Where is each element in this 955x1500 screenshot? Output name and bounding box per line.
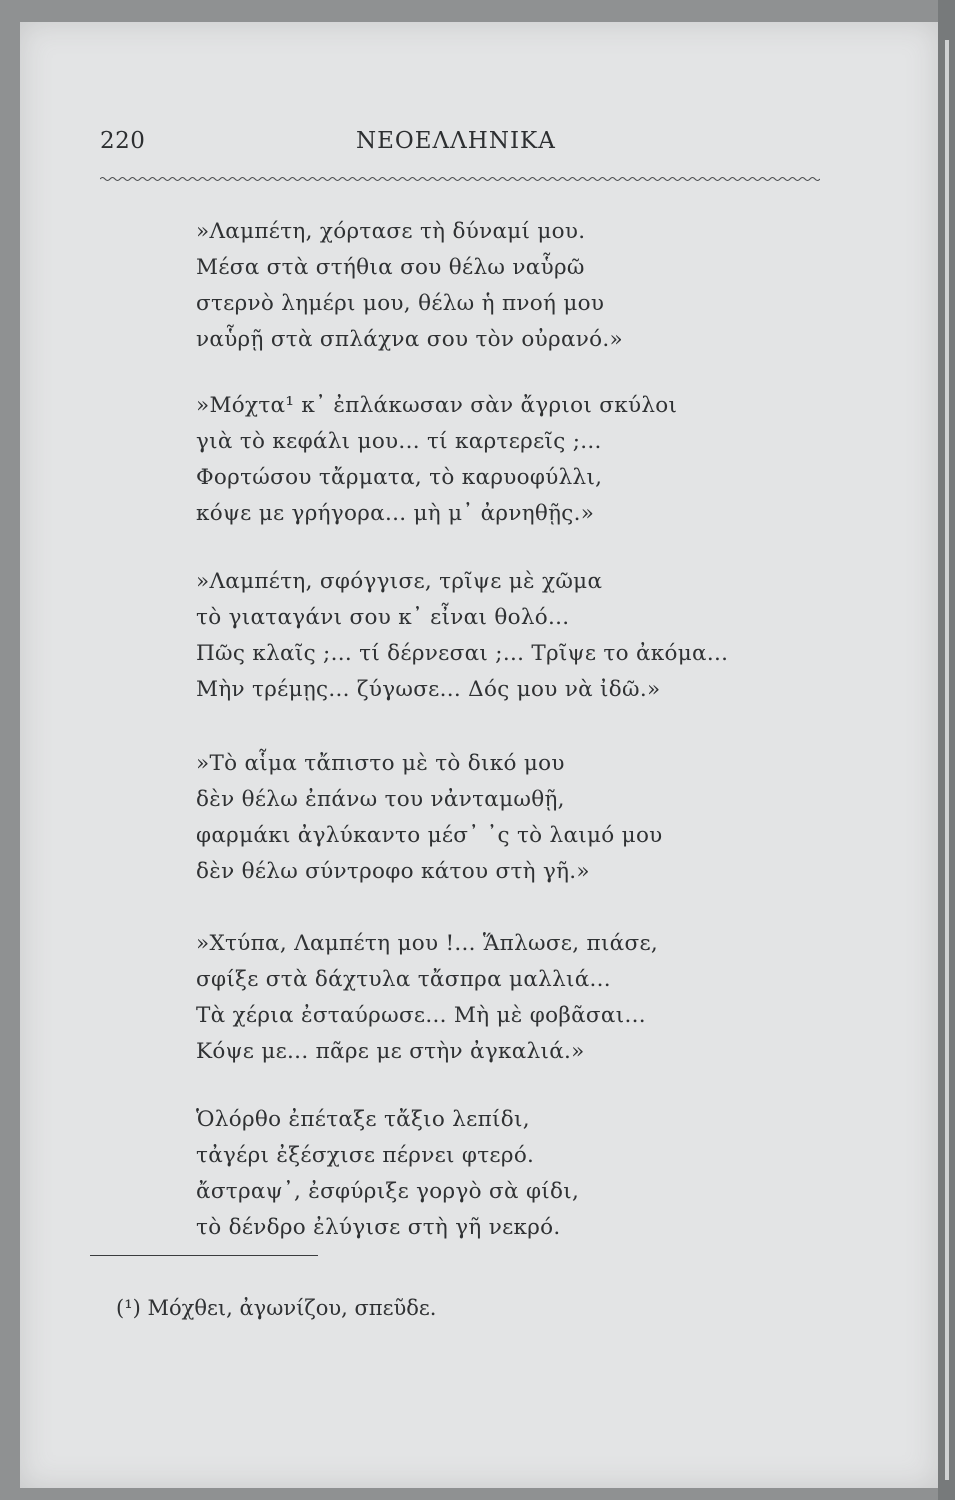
verse-line: »Λαμπέτη, σφόγγισε, τρῖψε μὲ χῶμα bbox=[196, 569, 603, 594]
verse-line: τὸ δένδρο ἐλύγισε στὴ γῆ νεκρό. bbox=[196, 1215, 561, 1240]
verse-line: Μέσα στὰ στήθια σου θέλω ναὗρῶ bbox=[196, 255, 585, 280]
verse-line: γιὰ τὸ κεφάλι μου... τί καρτερεῖς ;... bbox=[196, 429, 602, 454]
verse-line: φαρμάκι ἀγλύκαντο μέσ᾽ ᾽ς τὸ λαιμό μου bbox=[196, 823, 663, 848]
verse-line: Πῶς κλαῖς ;... τί δέρνεσαι ;... Τρῖψε το ἀκόμα... bbox=[196, 641, 729, 666]
verse-line: Τὰ χέρια ἐσταύρωσε... Μὴ μὲ φοβᾶσαι... bbox=[196, 1003, 646, 1028]
stanza-1 bbox=[196, 214, 836, 358]
stanza-3 bbox=[196, 564, 836, 708]
verse-line: Μὴν τρέμῃς... ζύγωσε... Δός μου νὰ ἰδῶ.» bbox=[196, 677, 661, 702]
page-header bbox=[100, 128, 820, 168]
verse-line: »Λαμπέτη, χόρτασε τὴ δύναμί μου. bbox=[196, 219, 586, 244]
running-title: ΝΕΟΕΛΛΗΝΙΚΑ bbox=[356, 128, 556, 154]
verse-line: Ὁλόρθο ἐπέταξε τἄξιο λεπίδι, bbox=[196, 1107, 530, 1132]
verse-line: δὲν θέλω σύντροφο κάτου στὴ γῆ.» bbox=[196, 859, 590, 884]
verse-line: σφίξε στὰ δάχτυλα τἄσπρα μαλλιά... bbox=[196, 967, 611, 992]
verse-line: Φορτώσου τἄρματα, τὸ καρυοφύλλι, bbox=[196, 465, 603, 490]
scan-edge bbox=[938, 0, 955, 1500]
header-wavy-rule bbox=[100, 176, 820, 182]
verse-line: στερνὸ λημέρι μου, θέλω ἡ πνοή μου bbox=[196, 291, 605, 316]
stanza-6 bbox=[196, 1102, 836, 1246]
stanza-2 bbox=[196, 388, 836, 532]
footnote-marker: (¹) bbox=[116, 1296, 141, 1320]
page-number: 220 bbox=[100, 128, 146, 154]
verse-line: Κόψε με... πᾶρε με στὴν ἀγκαλιά.» bbox=[196, 1039, 585, 1064]
stanza-4 bbox=[196, 746, 836, 890]
verse-line: δὲν θέλω ἐπάνω του νἀνταμωθῇ, bbox=[196, 787, 565, 812]
verse-line: »Τὸ αἷμα τἄπιστο μὲ τὸ δικό μου bbox=[196, 751, 565, 776]
footnote bbox=[116, 1296, 436, 1320]
stanza-5 bbox=[196, 926, 836, 1070]
scan-edge-strip bbox=[945, 40, 949, 1480]
verse-line: »Μόχτα¹ κ᾽ ἐπλάκωσαν σὰν ἄγριοι σκύλοι bbox=[196, 393, 678, 418]
verse-line: »Χτύπα, Λαμπέτη μου !... Ἅπλωσε, πιάσε, bbox=[196, 931, 659, 956]
verse-line: τἀγέρι ἐξέσχισε πέρνει φτερό. bbox=[196, 1143, 535, 1168]
footnote-rule bbox=[90, 1255, 318, 1256]
verse-line: ναὗρῇ στὰ σπλάχνα σου τὸν οὐρανό.» bbox=[196, 327, 623, 352]
verse-line: κόψε με γρήγορα... μὴ μ᾽ ἀρνηθῇς.» bbox=[196, 501, 595, 526]
footnote-text: Μόχθει, ἀγωνίζου, σπεῦδε. bbox=[147, 1296, 437, 1320]
verse-line: ἄστραψ᾽, ἐσφύριξε γοργὸ σὰ φίδι, bbox=[196, 1179, 580, 1204]
verse-line: τὸ γιαταγάνι σου κ᾽ εἶναι θολό... bbox=[196, 605, 570, 630]
